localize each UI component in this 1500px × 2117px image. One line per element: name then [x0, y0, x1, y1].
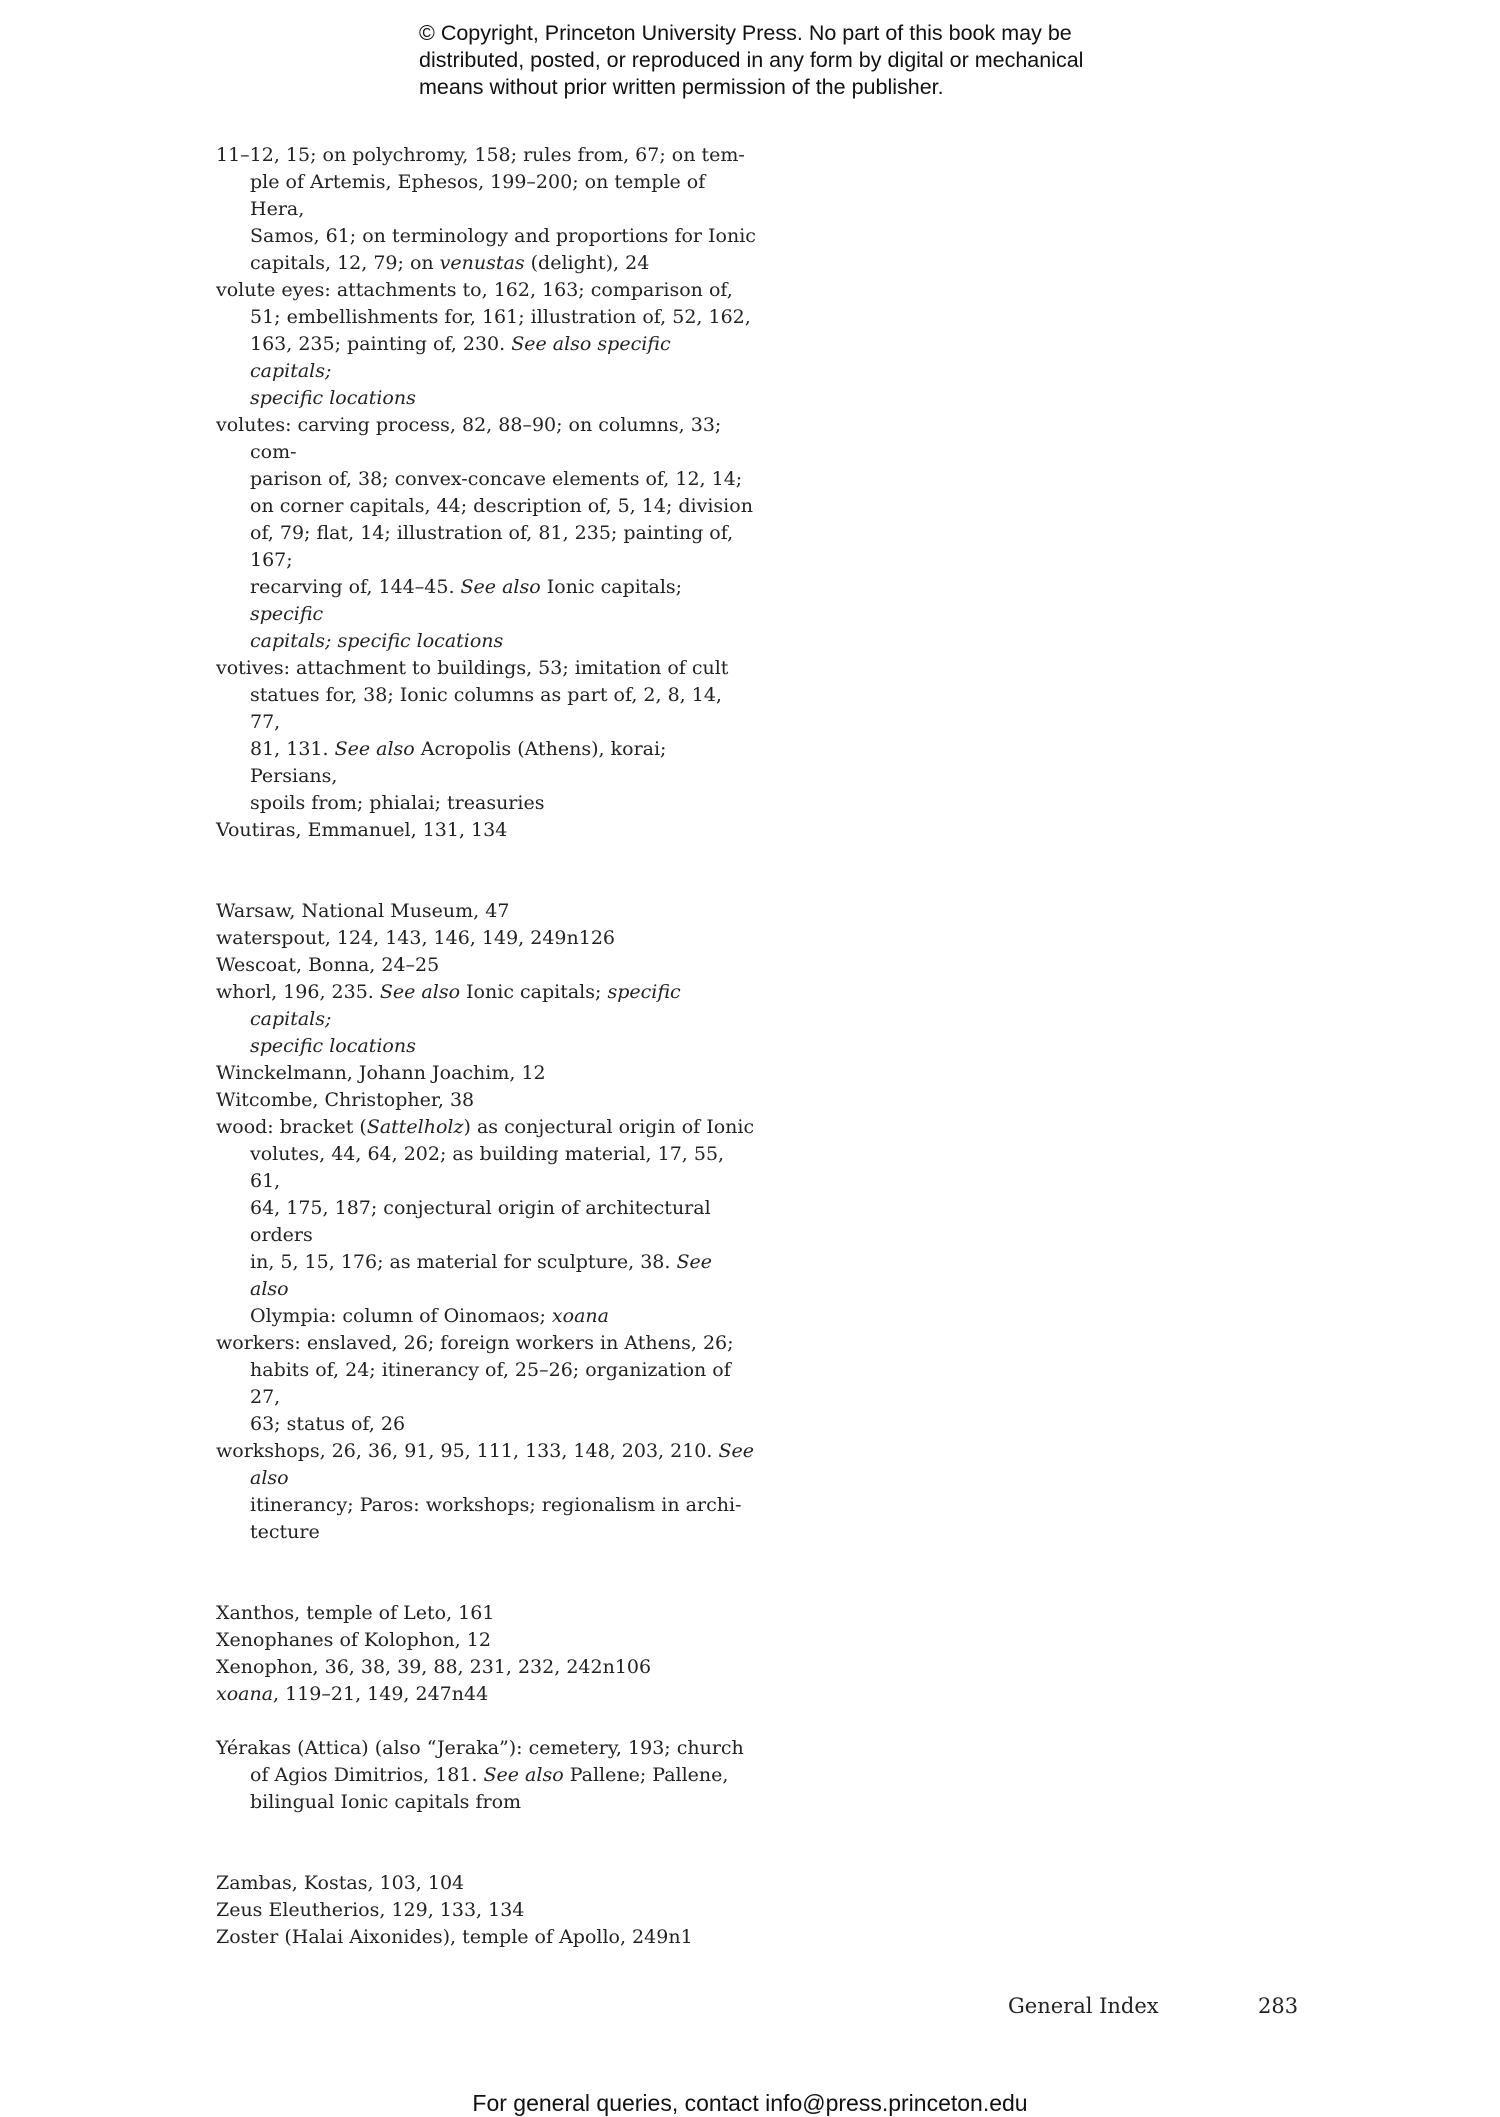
index-entry: Winckelmann, Johann Joachim, 12: [216, 1062, 546, 1084]
letter-gap: [216, 844, 756, 898]
footer-contact: For general queries, contact info@press.princeton.edu: [472, 2090, 1028, 2116]
letter-gap: [216, 1816, 756, 1870]
index-entry: Zeus Eleutherios, 129, 133, 134: [216, 1899, 525, 1921]
index-entry: workers: enslaved, 26; foreign workers in Athens, 26; habits of, 24; itinerancy of, 25–26; organization of 27, 63; status of, 26: [216, 1332, 734, 1435]
page-number: 283: [1258, 1994, 1299, 2018]
index-entry: Zoster (Halai Aixonides), temple of Apollo, 249n1: [216, 1926, 693, 1948]
index-entry: Zambas, Kostas, 103, 104: [216, 1872, 465, 1894]
index-entry: Xenophon, 36, 38, 39, 88, 231, 232, 242n106: [216, 1656, 652, 1678]
index-entry: votives: attachment to buildings, 53; imitation of cult statues for, 38; Ionic columns as part of, 2, 8, 14, 77, 81, 131. See also Acropolis (Athens), korai; Persians, spoils from; phialai; treasuries: [216, 657, 729, 814]
index-entry: Voutiras, Emmanuel, 131, 134: [216, 819, 508, 841]
index-entry: Yérakas (Attica) (also “Jeraka”): cemetery, 193; church of Agios Dimitrios, 181. See also Pallene; Pallene, bilingual Ionic capitals from: [216, 1737, 744, 1813]
index-entry: volutes: carving process, 82, 88–90; on columns, 33; com- parison of, 38; convex-concave elements of, 12, 14; on corner capitals, 44; description of, 5, 14; division of, 79; flat, 14; illustration of, 81, 235; painting of, 167; recarving of, 144–45. See also Ionic capitals; specific capitals; specific locations: [216, 414, 753, 652]
index-column: [216, 142, 756, 1951]
index-entry: waterspout, 124, 143, 146, 149, 249n126: [216, 927, 615, 949]
index-entry: Warsaw, National Museum, 47: [216, 900, 510, 922]
index-entry: wood: bracket (Sattelholz) as conjectural origin of Ionic volutes, 44, 64, 202; as building material, 17, 55, 61, 64, 175, 187; conjectural origin of architectural orders in, 5, 15, 176; as material for sculpture, 38. See also Olympia: column of Oinomaos; xoana: [216, 1116, 755, 1327]
index-entry: volute eyes: attachments to, 162, 163; comparison of, 51; embellishments for, 161; illustration of, 52, 162, 163, 235; painting of, 230. See also specific capitals; specific locations: [216, 279, 751, 409]
index-entry: Xenophanes of Kolophon, 12: [216, 1629, 491, 1651]
running-head-title: General Index: [1008, 1994, 1159, 2018]
copyright-notice: © Copyright, Princeton University Press. No part of this book may be distributed, posted, or reproduced in any form by digital or mechanical means without prior written permission of the publisher.: [419, 21, 1084, 99]
index-entry: whorl, 196, 235. See also Ionic capitals; specific capitals; specific locations: [216, 981, 681, 1057]
index-entry: xoana, 119–21, 149, 247n44: [216, 1683, 489, 1705]
index-entry: 11–12, 15; on polychromy, 158; rules from, 67; on tem- ple of Artemis, Ephesos, 199–200; on temple of Hera, Samos, 61; on terminology and proportions for Ionic capitals, 12, 79; on venustas (delight), 24: [216, 144, 756, 274]
letter-gap: [216, 1546, 756, 1600]
index-entry: workshops, 26, 36, 91, 95, 111, 133, 148, 203, 210. See also itinerancy; Paros: workshops; regionalism in archi- tecture: [216, 1440, 754, 1543]
letter-gap: [216, 1708, 756, 1735]
index-entry: Witcombe, Christopher, 38: [216, 1089, 475, 1111]
index-entry: Wescoat, Bonna, 24–25: [216, 954, 440, 976]
index-entry: Xanthos, temple of Leto, 161: [216, 1602, 495, 1624]
